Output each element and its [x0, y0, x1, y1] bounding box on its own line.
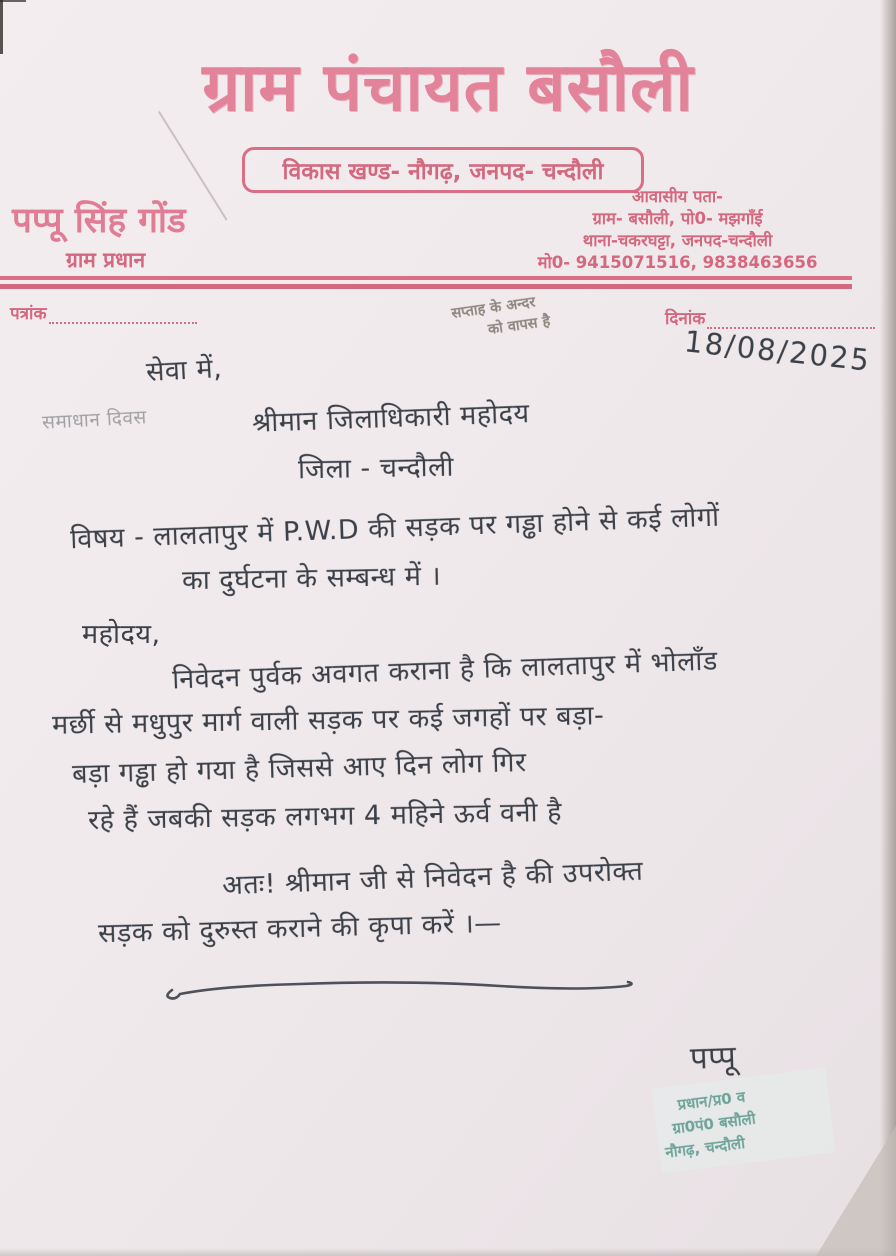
faint-stamp-line-1: सप्ताह के अन्दर	[450, 294, 537, 323]
address-line-2: थाना-चकरघट्टा, जनपद-चन्दौली	[582, 231, 773, 250]
handwritten-flourish-line	[158, 972, 638, 1004]
date-dotted-line	[707, 313, 875, 329]
recipient-line-2: जिला - चन्दौली	[297, 451, 455, 486]
subject-line-2: का दुर्घटना के सम्बन्ध में ।	[181, 560, 442, 597]
letter-number-dotted-line	[49, 308, 197, 324]
address-line-1: ग्राम- बसौली, पो0- मझगाँई	[592, 209, 763, 228]
scan-edge-topleft-vertical	[0, 0, 3, 54]
greeting: महोदय,	[82, 619, 161, 650]
office-stamp-line-2: ग्रा0पं0 बसौली	[671, 1109, 757, 1138]
divider-rule-bottom	[0, 284, 852, 289]
body-line-1: निवेदन पुर्वक अवगत कराना है कि लालतापुर में भोलाँड	[171, 645, 719, 696]
letter-number-field	[10, 301, 197, 324]
signature: पप्पू	[689, 1039, 737, 1077]
scan-edge-topleft-horizontal	[0, 0, 26, 2]
official-role: ग्राम प्रधान	[66, 248, 146, 272]
scan-edge-right	[880, 0, 896, 1256]
office-stamp-line-3: नौगढ़, चन्दौली	[664, 1134, 746, 1162]
handwritten-date: 18/08/2025	[682, 324, 873, 378]
letterhead-subtitle: विकास खण्ड- नौगढ़, जनपद- चन्दौली	[282, 159, 604, 185]
request-line-1: अतः! श्रीमान जी से निवेदन है की उपरोक्त	[221, 855, 644, 902]
subject-line-1: विषय - लालतापुर में P.W.D की सड़क पर गड्ढा होने से कई लोगों	[69, 501, 720, 556]
office-stamp	[651, 1068, 835, 1174]
address-heading: आवासीय पता-	[632, 187, 723, 206]
faint-stamp-line-2: को वापस है	[487, 313, 552, 339]
official-name: पप्पू सिंह गोंड	[12, 201, 186, 241]
body-line-2: मर्छी से मधुपुर मार्ग वाली सड़क पर कई जगहों पर बड़ा-	[51, 700, 605, 741]
letter-number-label: पत्रांक	[10, 304, 47, 324]
address-line-3: मो0- 9415071516, 9838463656	[537, 253, 818, 272]
handwritten-salutation: सेवा में,	[145, 353, 223, 388]
letterhead-title: ग्राम पंचायत बसौली	[202, 48, 694, 126]
recipient-line-1: श्रीमान जिलाधिकारी महोदय	[251, 398, 531, 439]
body-line-3: बड़ा गड्ढा हो गया है जिससे आए दिन लोग गिर	[71, 747, 527, 790]
address-block	[505, 186, 850, 274]
margin-note: समाधान दिवस	[41, 406, 148, 434]
divider-rule-top	[0, 276, 852, 280]
request-line-2: सड़क को दुरुस्त कराने की कृपा करें ।—	[97, 907, 503, 950]
office-stamp-line-1: प्रधान/प्र0 व	[676, 1087, 747, 1114]
body-line-4: रहे हैं जबकी सड़क लगभग 4 महिने ऊर्व वनी है	[87, 796, 563, 837]
scan-edge-bottom	[0, 1248, 896, 1256]
date-label: दिनांक	[665, 309, 706, 329]
